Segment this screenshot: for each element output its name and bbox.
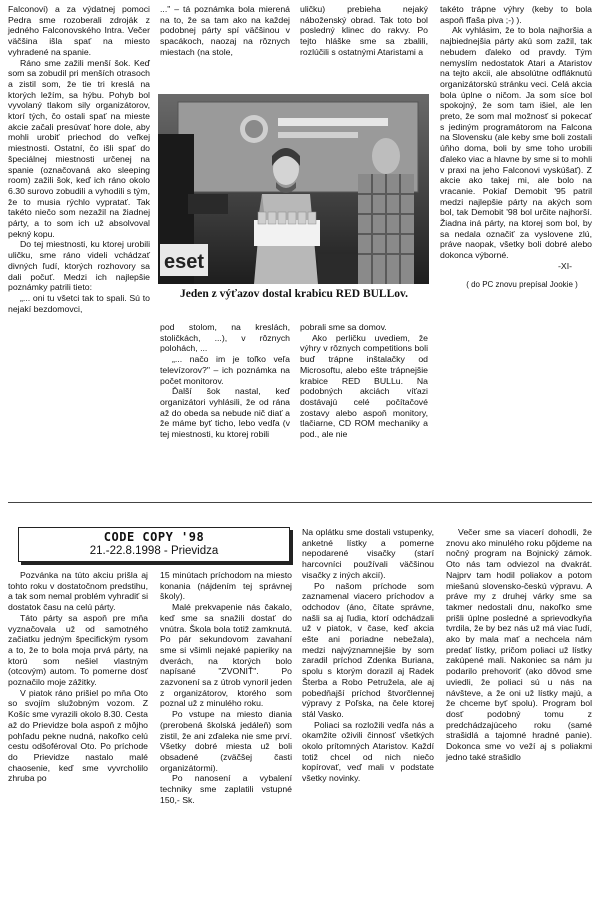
paragraph: V piatok ráno prišiel po mňa Oto so svojím služobným vozom. Z Košíc sme vyrazili okolo 8.30. Cesta až do Prievidze bola aspoň z môjho pohľadu pekne nudná, nakoľko celú cestu odšoféroval Oto. Po príchode do Prievidze nastalo malé chaosenie, keď sme vyvrcholilo zhruba po xyxy=(8,687,148,784)
article2-column-4 xyxy=(446,527,592,762)
article-title: CODE COPY '98 xyxy=(103,530,205,544)
article1-column-2-bottom xyxy=(160,322,290,440)
paragraph: Ráno sme zažili menší šok. Keď som sa zobudil pri menších otrasoch a zistil som, že tie tri kreslá na ktorých ležím, sa hýbu. Pohyb bol vyvolaný tlakom sily organizátorov, ktorí tých, čo ostali spať na mieste akcie začali presúvať hore dole, aby mohli urobiť priechod do veľkej miestnosti. Ostatní, čo išli spať do špeciálnej miestnosti určenej na spanie (označovaná ako sleeping room) zažili šok, keď ich ráno okolo 6.30 surovo zobudili a vyhodili s tým, že to musia rýchlo vypratať. Tak takéto niečo som nezažil na žiadnej párty, a to som ich už absolvoval pekný kopu. xyxy=(8,57,150,239)
paragraph: Ako perličku uvediem, že výhry v rôznych competitions boli buď trápne inštalačky od Microsoftu, alebo ešte trápnejšie krabice RED BULLu. Na podobných akciách víťazi dostávajú celé počítačové zostavy alebo aspoň monitory, tlačiarne, CD ROM mechaniky a pod., ale nie xyxy=(300,332,428,440)
article1-column-1 xyxy=(8,4,150,314)
paragraph: Malé prekvapenie nás čakalo, keď sme sa snažili dostať do vnútra. Škola bola totiž zamknutá. Po pár sekundovom zavahaní sme si všimli nejaké papieriky na dverách, na ktorých bolo napísané "ZVONIŤ". Po zazvonení sa z útrob vynoril jeden z organizátorov, ktorého som poznal už z minulého roku. xyxy=(160,602,292,709)
paragraph: Na oplátku sme dostali vstupenky, anketné lístky a pomerne nepodarené visačky (starí harcovníci používali väčšinou visačky z iných akcií). xyxy=(302,527,434,580)
paragraph: Do tej miestnosti, ku ktorej urobili uličku, sme ráno videli vchádzať divných ľudí, ktorých rozhovory sa dali počuť. Medzi ich najlepšie poznámky patrili tieto: xyxy=(8,239,150,293)
paragraph: Poliaci sa rozložili vedľa nás a okamžite oživili činnosť všetkých okolo prítomných Ataristov. Každí totiž chcel od nich niečo kopírovať, veď mali v podstate všetky novinky. xyxy=(302,719,434,784)
paragraph: „... načo im je toľko veľa televízorov?" – ich poznámka na počet monitorov. xyxy=(160,354,290,386)
article2-column-3 xyxy=(302,527,434,784)
paragraph: „... oni tu všetci tak to spali. Sú to nejakí bezdomovci, xyxy=(8,292,150,314)
article1-column-3-bottom xyxy=(300,322,428,440)
photo-illustration xyxy=(158,94,429,284)
paragraph: ..." – tá poznámka bola mierená na to, že sa tam ako na každej podobnej párty spí väčšinou v spacákoch, naozaj na rôznych miestach (na stole, xyxy=(160,4,290,57)
svg-text:eset: eset xyxy=(164,251,205,273)
paragraph: Ak vyhlásim, že to bola najhoršia a najbiednejšia párty akú som zažil, tak nebudem ďaleko od pravdy. Tým nemyslím nedostatok Atari a Ataristov na tejto akcii, ale absolútne odfláknutú organizátorskú stránku veci. Celá akcia bola úplne o ničom. Ja som síce bol spokojný, že som tam išiel, ale len preto, že som mal možnosť si pokecať s jediným programátorom na Falcona na Slovensku (ale keby sme boli zostali úňho doma, boli by sme toho urobili ďaleko viac a hlavne by sme si to mohli v praxi na jeho Falconovi vyskúšať). Z akcie ako takej mi, ale bolo na vracanie. Pokiaľ Demobit '95 patril medzi najlepšie párty na akých som bol, tak Demobit '98 bol určite najhorší. Žiadna iná párty, na ktorej som bol, by sa nedala označiť za vyslovene zlú, práve naopak, všetky boli dobré alebo dokonca výborné. xyxy=(440,25,592,261)
paragraph: 15 minútach príchodom na miesto konania (nájdením tej správnej školy). xyxy=(160,570,292,602)
paragraph: Pozvánka na túto akciu prišla aj tohto roku v dostatočnom predstihu, a tak som nemal problém vyhradiť si dostatok času na celú párty. xyxy=(8,570,148,613)
paragraph: Po vstupe na miesto diania (prerobená školská jedáleň) som zistil, že ani zďaleka nie sme prví. Všetky dobré miesta už boli obsadené (zväčšej časti organizátormi). xyxy=(160,709,292,773)
article2-column-2 xyxy=(160,570,292,805)
event-photo xyxy=(158,94,429,284)
paragraph: Po nanosení a vybalení techniky sme zaplatili vstupné 150,- Sk. xyxy=(160,773,292,805)
paragraph: pobrali sme sa domov. xyxy=(300,322,387,332)
paragraph: uličku) prebieha nejaký náboženský obrad. Tak toto bol posledný klinec do rakvy. Po tejto hláške sme sa zbalili, rozlúčili s ostatnými Ataristami a xyxy=(300,4,428,57)
article2-column-1 xyxy=(8,570,148,784)
article-subtitle: 21.-22.8.1998 - Prievidza xyxy=(89,545,219,557)
paragraph: Falconovi) a za výdatnej pomoci Pedra sme rozoberali zdroják z jedného Falconovského Intra. Večer väčšina išla spať na miesto vyhradené na spanie. xyxy=(8,4,150,57)
article1-column-3-top xyxy=(300,4,428,58)
paragraph: Po našom príchode som zaznamenal viacero príchodov a odchodov (áno, čítate správne, našli sa aj ľudia, ktorí odchádzali už v piatok, v čase, keď akcia ešte ani poriadne nebežala), medzi najvýznamnejšie by som zaradil príchod Zdenka Buriana, spolu s ktorým dorazil aj Radek Šterba a Robo Petruželа, ale aj pobedňajší príchod štvorčlennej výpravy z Poľska, na čele ktorej stál Vasko. xyxy=(302,580,434,719)
paragraph: Táto párty sa aspoň pre mňa vyznačovala už od samotného začiatku jedným špecifickým rysom a to, že to bola moja prvá párty, na ktorú som nešiel vlastným (otcovým) autom. To pomerne dosť poznačilo moje zážitky. xyxy=(8,612,148,688)
paragraph: pod stolom, na kreslách, stoličkách, ...), v rôznych polohách, ... xyxy=(160,322,290,354)
article-divider xyxy=(8,502,592,503)
paragraph: Ďalší šok nastal, keď organizátori vyhlásili, že od rána až do obeda sa nebude nič diať a že máme byť ticho, lebo vedľa (v tej miestnosti, ku ktorej robili xyxy=(160,386,290,440)
paragraph: Večer sme sa viacerí dohodli, že znovu ako minulého roku pôjdeme na nočný program na Bojnický zámok. Oto nás tam odviezol na dvakrát. Najprv tam hodil poliakov a potom miešanú slovensko-českú výpravu. A práve my z druhej várky sme sa takmer nedostali dnu, nakoľko sme prišli úplne posledné a sprievodkyňa tvrdila, že by bez nás už má viac ľudí, ako by mala mať a nechcela nám predať lístky, pričom poliaci už lístky zakúpené mali. Nakoniec sa nám ju podarilo prehovoriť (ako dôvod sme uviedli, že poliaci sú u nás na návšteve, a že oni už lístky majú, a že chceme byť spolu). Program bol dosť podobný tomu z predchádzajúceho roku (samé strašidlá a tajomné hradné panie). Dokonca sme vo veží aj s poliakmi jedno také strašidlo xyxy=(446,527,592,762)
footnote: ( do PC znovu prepísal Jookie ) xyxy=(466,279,578,289)
photo-caption: Jeden z výťazov dostal krabicu RED BULLov. xyxy=(179,288,409,300)
article-header xyxy=(18,527,290,562)
article1-column-4 xyxy=(440,4,592,290)
author-signature: -XI- xyxy=(558,260,572,271)
article1-column-2-top xyxy=(160,4,290,58)
paragraph: takéto trápne výhry (keby to bola aspoň fľaša piva ;-) ). xyxy=(440,4,592,25)
